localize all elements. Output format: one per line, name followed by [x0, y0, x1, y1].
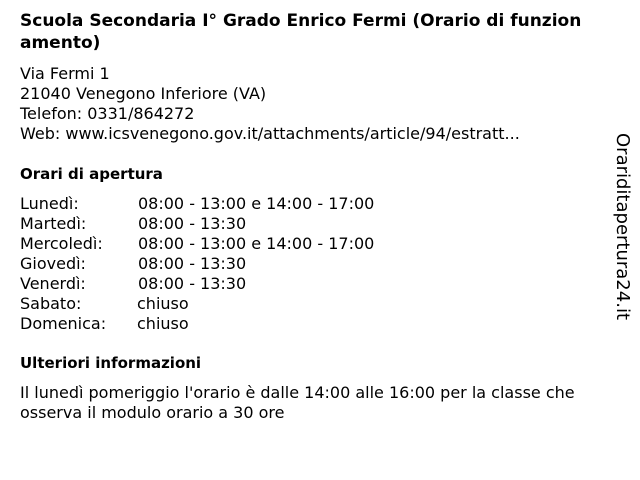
day-label: Giovedì:	[20, 254, 86, 273]
hours-value: 08:00 - 13:00 e 14:00 - 17:00	[138, 234, 375, 253]
street-address: Via Fermi 1	[20, 64, 110, 83]
day-label: Venerdì:	[20, 274, 86, 293]
city-address: 21040 Venegono Inferiore (VA)	[20, 84, 267, 103]
side-brand-watermark: Orariditapertura24.it	[612, 133, 633, 320]
page-title: Scuola Secondaria I° Grado Enrico Fermi (Orario di funzionamento)	[20, 11, 582, 53]
hours-value: 08:00 - 13:30	[138, 214, 247, 233]
day-label: Sabato:	[20, 294, 82, 313]
info-heading: Ulteriori informazioni	[20, 354, 202, 372]
hours-value: 08:00 - 13:30	[138, 254, 247, 273]
hours-value: 08:00 - 13:00 e 14:00 - 17:00	[138, 194, 375, 213]
hours-value: chiuso	[137, 314, 189, 333]
hours-value: chiuso	[137, 294, 189, 313]
website-link[interactable]: Web: www.icsvenegono.gov.it/attachments/article/94/estratt...	[20, 124, 520, 143]
day-label: Martedì:	[20, 214, 87, 233]
hours-heading: Orari di apertura	[20, 165, 163, 183]
day-label: Mercoledì:	[20, 234, 103, 253]
day-label: Domenica:	[20, 314, 107, 333]
phone-number[interactable]: Telefon: 0331/864272	[20, 104, 195, 123]
day-label: Lunedì:	[20, 194, 79, 213]
hours-value: 08:00 - 13:30	[138, 274, 247, 293]
info-text: Il lunedì pomeriggio l'orario è dalle 14:00 alle 16:00 per la classe che osserva il modulo orario a 30 ore	[20, 383, 575, 422]
address-block	[20, 64, 520, 144]
